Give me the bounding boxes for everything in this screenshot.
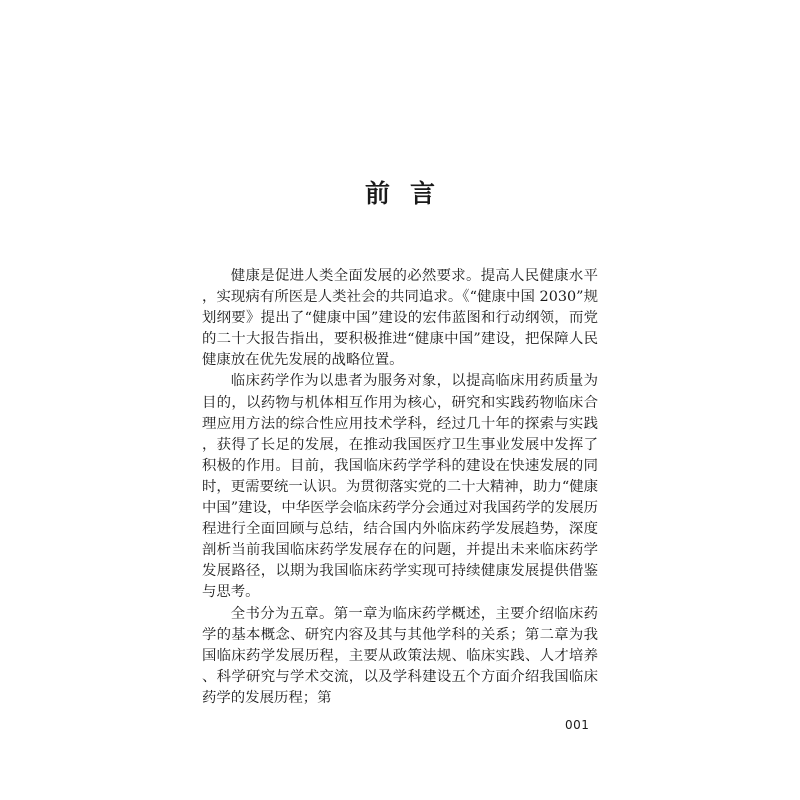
paragraph-1: 健康是促进人类全面发展的必然要求。提高人民健康水平，实现病有所医是人类社会的共同追求。《“健康中国 2030”规划纲要》提出了“健康中国”建设的宏伟蓝图和行动纲领，而党的二十大报告指出，要积极推进“健康中国”建设，把保障人民健康放在优先发展的战略位置。: [202, 268, 598, 369]
paragraph-3: 全书分为五章。第一章为临床药学概述，主要介绍临床药学的基本概念、研究内容及其与其他学科的关系；第二章为我国临床药学发展历程，主要从政策法规、临床实践、人才培养、科学研究与学术交流，以及学科建设五个方面介绍我国临床药学的发展历程；第: [202, 605, 598, 706]
page-number: 001: [565, 718, 590, 732]
body-text: [202, 266, 598, 709]
page-title: 前言: [364, 179, 455, 208]
paragraph-2: 临床药学作为以患者为服务对象，以提高临床用药质量为目的，以药物与机体相互作用为核心，研究和实践药物临床合理应用方法的综合性应用技术学科，经过几十年的探索与实践，获得了长足的发展，在推动我国医疗卫生事业发展中发挥了积极的作用。目前，我国临床药学学科的建设在快速发展的同时，更需要统一认识。为贯彻落实党的二十大精神，助力“健康中国”建设，中华医学会临床药学分会通过对我国药学的发展历程进行全面回顾与总结，结合国内外临床药学发展趋势，深度剖析当前我国临床药学发展存在的问题，并提出未来临床药学发展路径，以期为我国临床药学实现可持续健康发展提供借鉴与思考。: [202, 373, 598, 601]
